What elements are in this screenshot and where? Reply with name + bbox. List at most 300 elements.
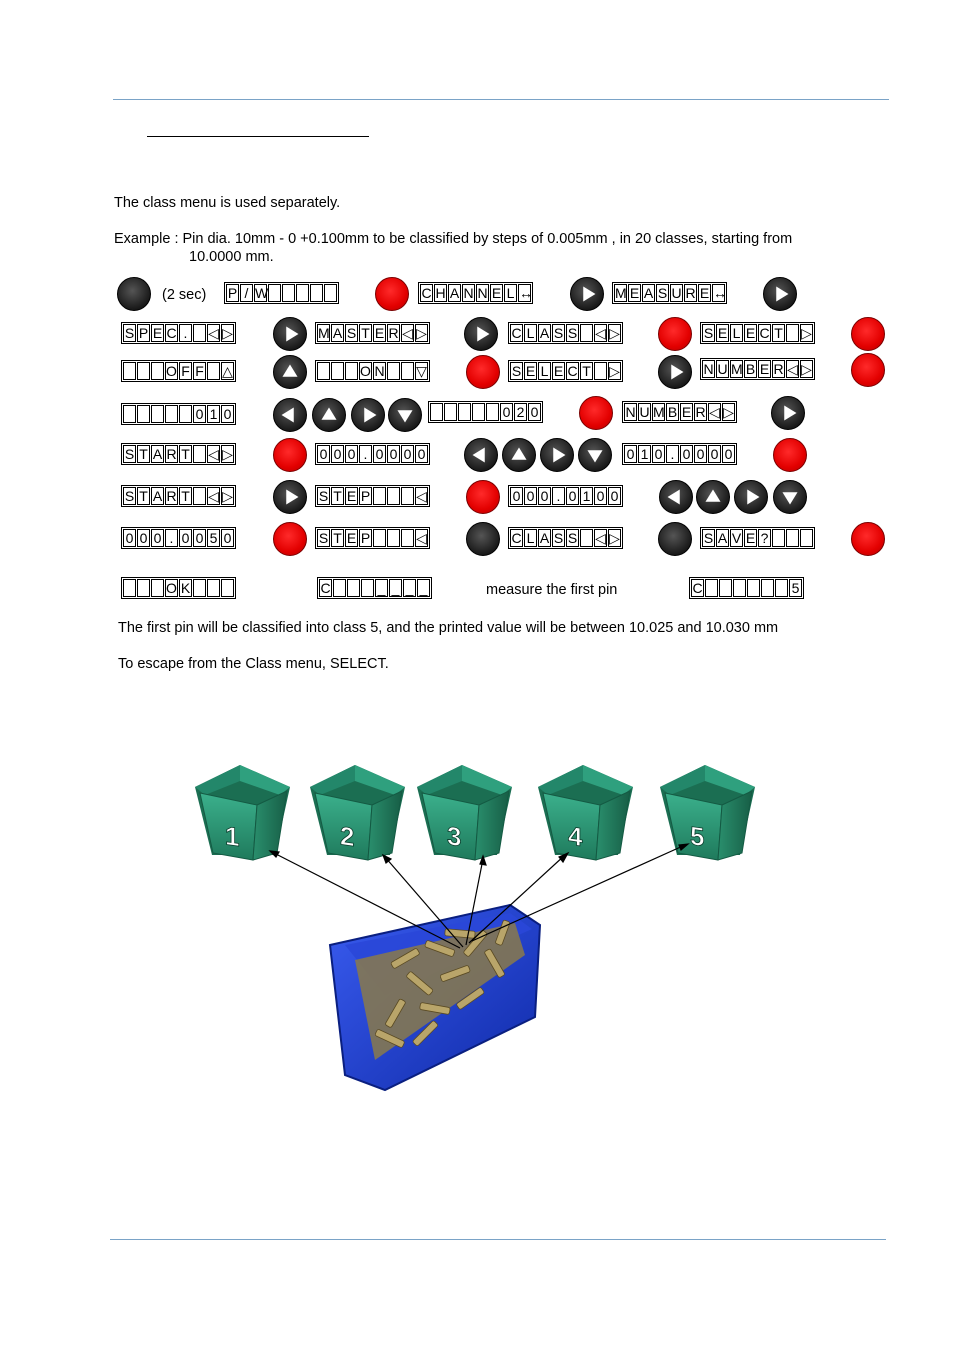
display-cell (733, 579, 746, 597)
measure-text: measure the first pin (486, 582, 618, 598)
arrow-right-button[interactable] (273, 480, 307, 514)
hold-label: (2 sec) (162, 287, 207, 303)
display-cell (193, 324, 206, 342)
display-cell: N (477, 285, 488, 301)
display-select (700, 322, 815, 344)
display-cell: . (359, 445, 372, 463)
select-button[interactable] (117, 277, 151, 311)
display-cell: 0 (652, 445, 665, 463)
display-cell: 0 (317, 445, 330, 463)
display-cell (165, 405, 178, 423)
arrow-right-icon (352, 399, 384, 431)
display-cell: ◁ (416, 530, 427, 546)
arrow-right-button[interactable] (351, 398, 385, 432)
arrow-down-button[interactable] (578, 438, 612, 472)
arrow-down-button[interactable] (388, 398, 422, 432)
display-cell: ▷ (801, 361, 812, 377)
display-cell: ▷ (609, 363, 620, 379)
display-cell: R (695, 404, 706, 420)
display-cell: L (730, 324, 743, 342)
arrow-right-button[interactable] (464, 317, 498, 351)
display-cell: C (692, 580, 703, 596)
enter-button[interactable] (851, 522, 885, 556)
display-cell: ? (758, 529, 771, 547)
display-cell (331, 362, 344, 380)
display-cell: 0 (373, 445, 386, 463)
display-cell: 0 (137, 529, 150, 547)
display-on (315, 360, 430, 382)
display-cell (361, 579, 374, 597)
display-cell: S (511, 363, 522, 379)
display-number (622, 401, 737, 423)
display-cell: B (745, 361, 756, 377)
display-cell: ▽ (416, 363, 427, 379)
display-cell: 0 (510, 487, 523, 505)
display-cell: A (539, 530, 550, 546)
display-cell (324, 284, 337, 302)
display-save (700, 527, 815, 549)
display-ok (121, 577, 236, 599)
display-cell (282, 284, 295, 302)
display-cell: P (138, 325, 149, 341)
display-value-0000 (315, 443, 430, 465)
arrow-up-button[interactable] (312, 398, 346, 432)
display-cell: ◁ (709, 404, 720, 420)
display-cell: 0 (624, 445, 637, 463)
display-cell: 0 (524, 487, 537, 505)
display-cell (705, 579, 718, 597)
arrow-down-icon (774, 481, 806, 513)
display-pw (224, 282, 339, 304)
footer-rule (110, 1239, 886, 1240)
arrow-right-icon (659, 356, 691, 388)
arrow-down-icon (579, 439, 611, 471)
class-bin (417, 765, 512, 860)
display-cell (580, 529, 593, 547)
display-cell: 0 (123, 529, 136, 547)
arrow-left-button[interactable] (464, 438, 498, 472)
display-cell: ↔ (519, 285, 533, 301)
display-cell (775, 579, 788, 597)
display-cell: 0 (722, 445, 735, 463)
display-cell: K (180, 580, 191, 596)
display-cell: S (703, 325, 714, 341)
display-cell: A (449, 285, 460, 301)
display-cell (387, 362, 400, 380)
display-cell: T (137, 487, 150, 505)
display-cell: ↔ (713, 285, 727, 301)
display-cell: ▷ (801, 325, 812, 341)
section-title (147, 118, 369, 137)
display-cell: H (435, 285, 446, 301)
result-text: The first pin will be classified into class 5, and the printed value will be between 10.025 and 10.030 mm (118, 620, 779, 636)
display-cell (137, 579, 150, 597)
display-spec (121, 322, 236, 344)
display-cell: P (360, 488, 371, 504)
display-cell (207, 579, 220, 597)
display-cell: S (553, 325, 564, 341)
display-cell: E (346, 488, 357, 504)
arrow-right-button[interactable] (763, 277, 797, 311)
arrow-right-icon (274, 481, 306, 513)
display-cell: E (717, 325, 728, 341)
arrow-left-icon (274, 399, 306, 431)
display-020 (428, 401, 543, 423)
display-cell: S (318, 530, 329, 546)
classification-illustration (180, 755, 780, 1100)
display-cell: . (666, 445, 679, 463)
display-cell (333, 579, 346, 597)
display-start (121, 443, 236, 465)
display-cell: U (671, 285, 682, 301)
display-cell: T (359, 324, 372, 342)
escape-text: To escape from the Class menu, SELECT. (118, 656, 389, 672)
display-cell: 0 (193, 405, 206, 423)
display-cell (761, 579, 774, 597)
display-cell: U (717, 361, 728, 377)
display-cell: M (318, 325, 330, 341)
display-number (700, 358, 815, 380)
display-cell: V (731, 530, 742, 546)
arrow-left-button[interactable] (659, 480, 693, 514)
enter-button[interactable] (579, 396, 613, 430)
display-cell (221, 579, 234, 597)
arrow-up-icon (503, 439, 535, 471)
display-cell (151, 405, 164, 423)
display-cell: M (653, 404, 665, 420)
arrow-right-icon (541, 439, 573, 471)
display-cell: 0 (387, 445, 400, 463)
display-cell: ▷ (609, 530, 620, 546)
display-off (121, 360, 236, 382)
display-cell (373, 529, 386, 547)
display-cell: S (318, 488, 329, 504)
display-cell (151, 579, 164, 597)
display-cell: 2 (514, 403, 527, 421)
arrow-up-button[interactable] (273, 355, 307, 389)
display-cell: 0 (680, 445, 693, 463)
display-cell: E (629, 285, 640, 301)
display-cell: 0 (566, 487, 579, 505)
arrow-right-icon (764, 278, 796, 310)
display-cell: E (745, 325, 756, 341)
display-cell: L (538, 362, 551, 380)
display-cell: ◁ (416, 488, 427, 504)
display-cell: 0 (528, 403, 541, 421)
display-cell: N (463, 285, 474, 301)
enter-button[interactable] (773, 438, 807, 472)
display-start (121, 485, 236, 507)
display-cell (193, 445, 206, 463)
display-cell: ▷ (222, 325, 233, 341)
display-cell (786, 324, 799, 342)
arrow-right-icon (735, 481, 767, 513)
display-cell: ◁ (595, 530, 606, 546)
display-cell: ◁ (208, 325, 219, 341)
display-cell: C (511, 325, 522, 341)
display-cell: 0 (415, 445, 428, 463)
display-cell (472, 403, 485, 421)
enter-button[interactable] (851, 353, 885, 387)
display-cell (486, 403, 499, 421)
arrow-up-button[interactable] (502, 438, 536, 472)
display-cell: T (772, 324, 785, 342)
display-cell (151, 362, 164, 380)
display-class (508, 527, 623, 549)
display-c5 (689, 577, 804, 599)
display-cell: E (681, 404, 692, 420)
display-value-10000 (622, 443, 737, 465)
display-cell (444, 403, 457, 421)
arrow-right-icon (465, 318, 497, 350)
display-cell: 0 (221, 405, 234, 423)
display-cell: F (179, 362, 192, 380)
display-select (508, 360, 623, 382)
display-cell: N (625, 404, 636, 420)
display-cell: E (553, 363, 564, 379)
display-cell: A (539, 325, 550, 341)
display-010 (121, 403, 236, 425)
arrow-up-icon (697, 481, 729, 513)
display-cell (401, 362, 414, 380)
display-cell: _ (417, 579, 430, 597)
display-cell: C (166, 325, 177, 341)
display-cell (123, 579, 136, 597)
display-cell: O (360, 363, 371, 379)
arrow-right-button[interactable] (570, 277, 604, 311)
display-cell: E (699, 285, 710, 301)
display-cell: 0 (538, 487, 551, 505)
display-cell (310, 284, 323, 302)
display-cell: ▷ (416, 325, 427, 341)
header-rule (113, 99, 889, 100)
bin-number: 2 (340, 820, 355, 853)
display-cell: C (759, 325, 770, 341)
display-cell (580, 324, 593, 342)
arrow-right-button[interactable] (273, 317, 307, 351)
display-cell: E (152, 325, 163, 341)
display-cell: ▷ (609, 325, 620, 341)
display-cell (786, 529, 799, 547)
display-cell: 0 (345, 445, 358, 463)
display-cell: S (567, 325, 578, 341)
display-cell: E (759, 361, 770, 377)
display-cell: ◁ (787, 361, 798, 377)
display-cell (401, 487, 414, 505)
display-step (315, 527, 430, 549)
arrow-down-button[interactable] (773, 480, 807, 514)
display-cell (317, 362, 330, 380)
display-class (508, 322, 623, 344)
display-cell: T (179, 445, 192, 463)
bin-number: 5 (690, 820, 705, 853)
example-line-1: Example : Pin dia. 10mm - 0 +0.100mm to be classified by steps of 0.005mm , in 20 classes, starting from (114, 231, 793, 247)
display-cell: L (504, 284, 517, 302)
display-cell: T (331, 529, 344, 547)
arrow-right-button[interactable] (540, 438, 574, 472)
display-cell: ▷ (222, 446, 233, 462)
display-cell (800, 529, 813, 547)
display-cell: ▷ (723, 404, 734, 420)
display-cell: N (374, 363, 385, 379)
display-cell: M (731, 361, 743, 377)
display-cell: S (124, 325, 135, 341)
class-bin (310, 765, 405, 860)
arrow-right-icon (571, 278, 603, 310)
display-cell (594, 362, 607, 380)
display-cell (207, 362, 220, 380)
display-cell: . (165, 529, 178, 547)
display-cell: P (227, 285, 238, 301)
display-cell: S (553, 530, 564, 546)
arrow-left-icon (465, 439, 497, 471)
display-cell: _ (403, 579, 416, 597)
display-cell: S (657, 285, 668, 301)
display-cell (347, 579, 360, 597)
display-cell (345, 362, 358, 380)
enter-button[interactable] (375, 277, 409, 311)
display-cell (137, 405, 150, 423)
enter-button[interactable] (466, 480, 500, 514)
display-channel (418, 282, 533, 304)
display-cell: L (524, 529, 537, 547)
enter-button[interactable] (851, 317, 885, 351)
class-bin (538, 765, 633, 860)
display-cell: 5 (789, 579, 802, 597)
display-cell: C (421, 285, 432, 301)
display-cell: 1 (207, 405, 220, 423)
display-cell (193, 487, 206, 505)
display-cell: ◁ (208, 488, 219, 504)
display-cell: 0 (151, 529, 164, 547)
display-cell (747, 579, 760, 597)
arrow-right-button[interactable] (658, 355, 692, 389)
display-cell (123, 362, 136, 380)
enter-button[interactable] (466, 355, 500, 389)
arrow-down-icon (389, 399, 421, 431)
display-cell: ▷ (222, 488, 233, 504)
display-cell: A (332, 325, 343, 341)
display-cell: S (703, 530, 714, 546)
arrow-up-button[interactable] (696, 480, 730, 514)
display-cell: 1 (580, 487, 593, 505)
display-cell: E (745, 530, 756, 546)
display-cell: T (331, 487, 344, 505)
display-cell (373, 487, 386, 505)
display-cell: S (124, 446, 135, 462)
arrow-right-icon (772, 397, 804, 429)
display-cell: 1 (638, 445, 651, 463)
arrow-right-button[interactable] (771, 396, 805, 430)
display-cell: C (511, 530, 522, 546)
display-cell: M (615, 285, 627, 301)
display-cell: _ (389, 579, 402, 597)
display-cell (193, 579, 206, 597)
display-c-wait (317, 577, 432, 599)
display-cell: S (567, 530, 578, 546)
arrow-right-button[interactable] (734, 480, 768, 514)
display-cell: T (179, 487, 192, 505)
display-cell (458, 403, 471, 421)
display-cell: E (346, 530, 357, 546)
enter-button[interactable] (273, 438, 307, 472)
arrow-right-icon (274, 318, 306, 350)
display-cell: A (643, 285, 654, 301)
display-cell: 0 (179, 529, 192, 547)
display-cell (401, 529, 414, 547)
display-master (315, 322, 430, 344)
bin-number: 1 (225, 820, 240, 853)
display-cell: N (703, 361, 714, 377)
display-cell: R (388, 325, 399, 341)
display-cell: A (717, 530, 728, 546)
enter-button[interactable] (273, 522, 307, 556)
display-cell: A (152, 446, 163, 462)
display-cell (296, 284, 309, 302)
parts-tray (330, 905, 540, 1090)
display-cell (179, 405, 192, 423)
display-cell (123, 405, 136, 423)
display-cell (772, 529, 785, 547)
display-cell: C (567, 363, 578, 379)
display-cell (387, 529, 400, 547)
display-value-0050 (121, 527, 236, 549)
display-measure (612, 282, 727, 304)
display-cell: 0 (331, 445, 344, 463)
select-button[interactable] (466, 522, 500, 556)
display-cell: 0 (401, 445, 414, 463)
display-cell: T (137, 445, 150, 463)
arrow-left-button[interactable] (273, 398, 307, 432)
display-cell: ◁ (595, 325, 606, 341)
display-cell: E (374, 325, 385, 341)
display-cell: W (255, 285, 269, 301)
arrow-up-icon (313, 399, 345, 431)
select-button[interactable] (658, 522, 692, 556)
display-cell: 0 (608, 487, 621, 505)
display-cell: S (124, 488, 135, 504)
display-value-0100 (508, 485, 623, 507)
display-cell: R (685, 285, 696, 301)
display-cell (268, 284, 281, 302)
enter-button[interactable] (658, 317, 692, 351)
display-cell: U (639, 404, 650, 420)
bin-number: 4 (568, 820, 583, 853)
display-cell: 0 (193, 529, 206, 547)
class-bin (660, 765, 755, 860)
display-cell: B (667, 404, 678, 420)
display-cell: 0 (694, 445, 707, 463)
display-cell: L (524, 324, 537, 342)
display-cell: 0 (221, 529, 234, 547)
display-cell: . (552, 487, 565, 505)
display-cell: R (773, 361, 784, 377)
display-cell: R (166, 488, 177, 504)
display-cell: T (580, 362, 593, 380)
example-line-2: 10.0000 mm. (189, 249, 274, 265)
intro-text: The class menu is used separately. (114, 195, 341, 211)
display-cell: E (525, 363, 536, 379)
arrow-left-icon (660, 481, 692, 513)
display-cell: 5 (207, 529, 220, 547)
display-cell: S (346, 325, 357, 341)
display-cell: O (166, 580, 177, 596)
display-cell: P (360, 530, 371, 546)
display-cell: R (166, 446, 177, 462)
display-cell: F (193, 362, 206, 380)
display-step (315, 485, 430, 507)
display-cell: A (152, 488, 163, 504)
